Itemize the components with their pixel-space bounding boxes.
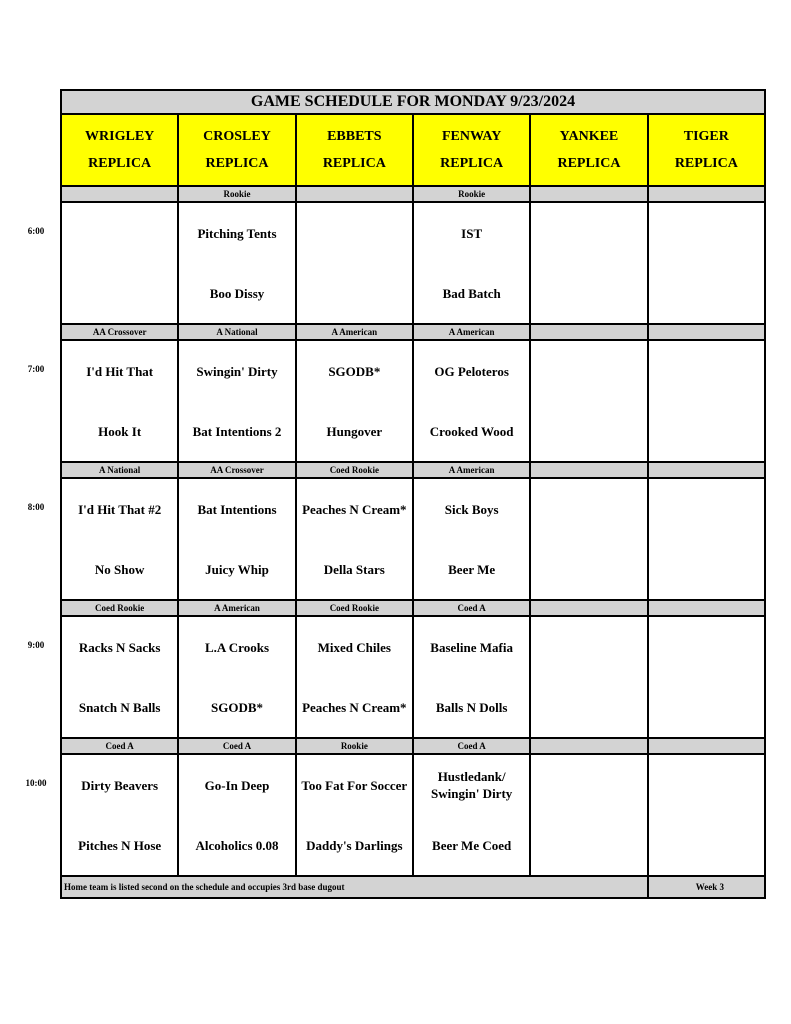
away-team <box>62 203 177 263</box>
away-team: Baseline Mafia <box>430 639 513 655</box>
field-subtitle: REPLICA <box>205 156 269 171</box>
division-label: Coed Rookie <box>296 600 413 616</box>
game-cell <box>296 616 413 738</box>
time-label: 9:00 <box>27 640 45 650</box>
field-header-yankee <box>530 114 647 186</box>
home-team: Beer Me Coed <box>432 837 512 853</box>
away-team <box>649 479 764 539</box>
game-cell <box>296 202 413 324</box>
home-team: Alcoholics 0.08 <box>195 837 279 853</box>
game-cell <box>648 754 765 876</box>
time-label: 8:00 <box>27 502 45 512</box>
matchup <box>414 479 529 599</box>
away-team <box>297 203 412 263</box>
matchup <box>297 341 412 461</box>
division-row <box>61 186 765 202</box>
field-subtitle: REPLICA <box>88 156 152 171</box>
away-team <box>649 341 764 401</box>
game-row <box>61 754 765 876</box>
home-team: Hook It <box>98 423 142 439</box>
away-team: Sick Boys <box>444 501 499 517</box>
matchup <box>62 755 177 875</box>
home-team: Hungover <box>326 423 383 439</box>
field-header-row <box>61 114 765 186</box>
game-cell <box>61 202 178 324</box>
game-cell <box>178 340 295 462</box>
away-team: OG Peloteros <box>434 363 509 379</box>
division-label: A American <box>296 324 413 340</box>
title-row <box>61 90 765 114</box>
division-row <box>61 462 765 478</box>
field-subtitle: REPLICA <box>322 156 386 171</box>
matchup <box>62 341 177 461</box>
game-cell <box>530 202 647 324</box>
away-team: Go-In Deep <box>204 777 270 793</box>
field-name: YANKEE <box>559 129 619 144</box>
matchup <box>297 755 412 875</box>
away-team: Pitching Tents <box>197 225 277 241</box>
game-cell <box>648 478 765 600</box>
game-cell <box>61 478 178 600</box>
away-team <box>531 203 646 263</box>
game-row <box>61 202 765 324</box>
matchup <box>649 617 764 737</box>
home-team <box>531 677 646 737</box>
field-subtitle: REPLICA <box>440 156 504 171</box>
away-team: SGODB* <box>328 363 381 379</box>
game-cell <box>178 616 295 738</box>
home-team: Peaches N Cream* <box>302 699 407 715</box>
division-label <box>530 462 647 478</box>
home-team <box>531 539 646 599</box>
matchup <box>179 203 294 323</box>
field-subtitle: REPLICA <box>674 156 738 171</box>
division-label: A National <box>61 462 178 478</box>
matchup <box>62 479 177 599</box>
away-team: Racks N Sacks <box>78 639 161 655</box>
away-team: I'd Hit That #2 <box>78 501 162 517</box>
division-label: Rookie <box>178 186 295 202</box>
away-team <box>649 617 764 677</box>
division-label: Coed Rookie <box>296 462 413 478</box>
matchup <box>179 479 294 599</box>
matchup <box>414 755 529 875</box>
away-team: Hustledank/ Swingin' Dirty <box>431 769 513 801</box>
game-cell <box>530 478 647 600</box>
field-name: FENWAY <box>441 129 502 144</box>
home-team: SGODB* <box>210 699 263 715</box>
away-team: IST <box>461 225 483 241</box>
division-row <box>61 324 765 340</box>
matchup <box>297 203 412 323</box>
matchup <box>531 617 646 737</box>
matchup <box>649 479 764 599</box>
game-cell <box>413 754 530 876</box>
division-label: A American <box>413 462 530 478</box>
field-header-wrigley <box>61 114 178 186</box>
field-header-tiger <box>648 114 765 186</box>
home-team: Juicy Whip <box>205 561 269 577</box>
home-team: Balls N Dolls <box>435 699 508 715</box>
division-label <box>648 186 765 202</box>
home-team <box>649 539 764 599</box>
matchup <box>649 755 764 875</box>
away-team <box>531 341 646 401</box>
away-team <box>531 479 646 539</box>
away-team: Peaches N Cream* <box>302 501 407 517</box>
matchup <box>414 203 529 323</box>
matchup <box>179 755 294 875</box>
field-name: CROSLEY <box>203 129 271 144</box>
schedule-table <box>60 89 766 899</box>
field-name: WRIGLEY <box>85 129 155 144</box>
game-cell <box>413 478 530 600</box>
home-team <box>649 815 764 875</box>
home-team <box>531 815 646 875</box>
schedule-title: GAME SCHEDULE FOR MONDAY 9/23/2024 <box>61 90 765 114</box>
game-cell <box>530 616 647 738</box>
footer-note: Home team is listed second on the schedule and occupies 3rd base dugout <box>61 876 648 898</box>
game-cell <box>178 202 295 324</box>
division-label <box>530 324 647 340</box>
game-cell <box>530 340 647 462</box>
matchup <box>414 341 529 461</box>
home-team: Daddy's Darlings <box>306 837 403 853</box>
away-team <box>531 617 646 677</box>
away-team <box>649 755 764 815</box>
away-team <box>531 755 646 815</box>
time-label: 7:00 <box>27 364 45 374</box>
home-team <box>297 263 412 323</box>
game-cell <box>648 616 765 738</box>
division-label <box>648 738 765 754</box>
home-team: Snatch N Balls <box>78 699 161 715</box>
matchup <box>179 617 294 737</box>
matchup <box>531 341 646 461</box>
game-row <box>61 478 765 600</box>
home-team: Boo Dissy <box>209 285 265 301</box>
away-team <box>649 203 764 263</box>
matchup <box>414 617 529 737</box>
division-label: A American <box>178 600 295 616</box>
division-label <box>648 462 765 478</box>
away-team: L.A Crooks <box>204 639 270 655</box>
home-team <box>649 677 764 737</box>
home-team: No Show <box>94 561 145 577</box>
division-label: Coed A <box>61 738 178 754</box>
away-team: Mixed Chiles <box>317 639 391 655</box>
division-label: AA Crossover <box>178 462 295 478</box>
week-label: Week 3 <box>648 876 765 898</box>
away-team: Swingin' Dirty <box>196 363 278 379</box>
game-cell <box>413 616 530 738</box>
home-team: Bat Intentions 2 <box>192 423 282 439</box>
game-cell <box>413 202 530 324</box>
field-name: TIGER <box>683 129 729 144</box>
game-cell <box>648 202 765 324</box>
game-cell <box>530 754 647 876</box>
field-header-ebbets <box>296 114 413 186</box>
division-label: Coed A <box>413 600 530 616</box>
division-label: Rookie <box>296 738 413 754</box>
game-cell <box>413 340 530 462</box>
game-row <box>61 340 765 462</box>
away-team: I'd Hit That <box>86 363 154 379</box>
away-team: Bat Intentions <box>197 501 277 517</box>
field-subtitle: REPLICA <box>557 156 621 171</box>
time-label: 6:00 <box>27 226 45 236</box>
division-label <box>296 186 413 202</box>
division-row <box>61 600 765 616</box>
game-cell <box>296 754 413 876</box>
away-team: Dirty Beavers <box>81 777 159 793</box>
matchup <box>62 203 177 323</box>
game-cell <box>178 754 295 876</box>
game-cell <box>296 340 413 462</box>
division-label <box>648 600 765 616</box>
home-team <box>531 401 646 461</box>
matchup <box>649 203 764 323</box>
matchup <box>531 479 646 599</box>
game-cell <box>61 754 178 876</box>
division-label <box>530 738 647 754</box>
field-name: EBBETS <box>327 129 382 144</box>
matchup <box>179 341 294 461</box>
game-cell <box>178 478 295 600</box>
matchup <box>531 203 646 323</box>
away-team: Too Fat For Soccer <box>301 777 408 793</box>
division-label <box>61 186 178 202</box>
division-label <box>530 186 647 202</box>
home-team: Pitches N Hose <box>78 837 162 853</box>
division-label: Rookie <box>413 186 530 202</box>
matchup <box>62 617 177 737</box>
home-team <box>62 263 177 323</box>
field-header-fenway <box>413 114 530 186</box>
division-label: Coed A <box>178 738 295 754</box>
footer-row <box>61 876 765 898</box>
home-team: Della Stars <box>323 561 385 577</box>
home-team <box>531 263 646 323</box>
division-label <box>530 600 647 616</box>
division-label: AA Crossover <box>61 324 178 340</box>
home-team <box>649 401 764 461</box>
division-label: A American <box>413 324 530 340</box>
matchup <box>297 479 412 599</box>
division-label <box>648 324 765 340</box>
game-cell <box>61 616 178 738</box>
field-header-crosley <box>178 114 295 186</box>
game-row <box>61 616 765 738</box>
home-team <box>649 263 764 323</box>
home-team: Bad Batch <box>442 285 501 301</box>
matchup <box>297 617 412 737</box>
game-cell <box>61 340 178 462</box>
time-label: 10:00 <box>25 778 47 788</box>
matchup <box>531 755 646 875</box>
division-label: A National <box>178 324 295 340</box>
division-label: Coed Rookie <box>61 600 178 616</box>
matchup <box>649 341 764 461</box>
home-team: Beer Me <box>448 561 496 577</box>
game-cell <box>296 478 413 600</box>
division-row <box>61 738 765 754</box>
game-cell <box>648 340 765 462</box>
division-label: Coed A <box>413 738 530 754</box>
home-team: Crooked Wood <box>429 423 514 439</box>
